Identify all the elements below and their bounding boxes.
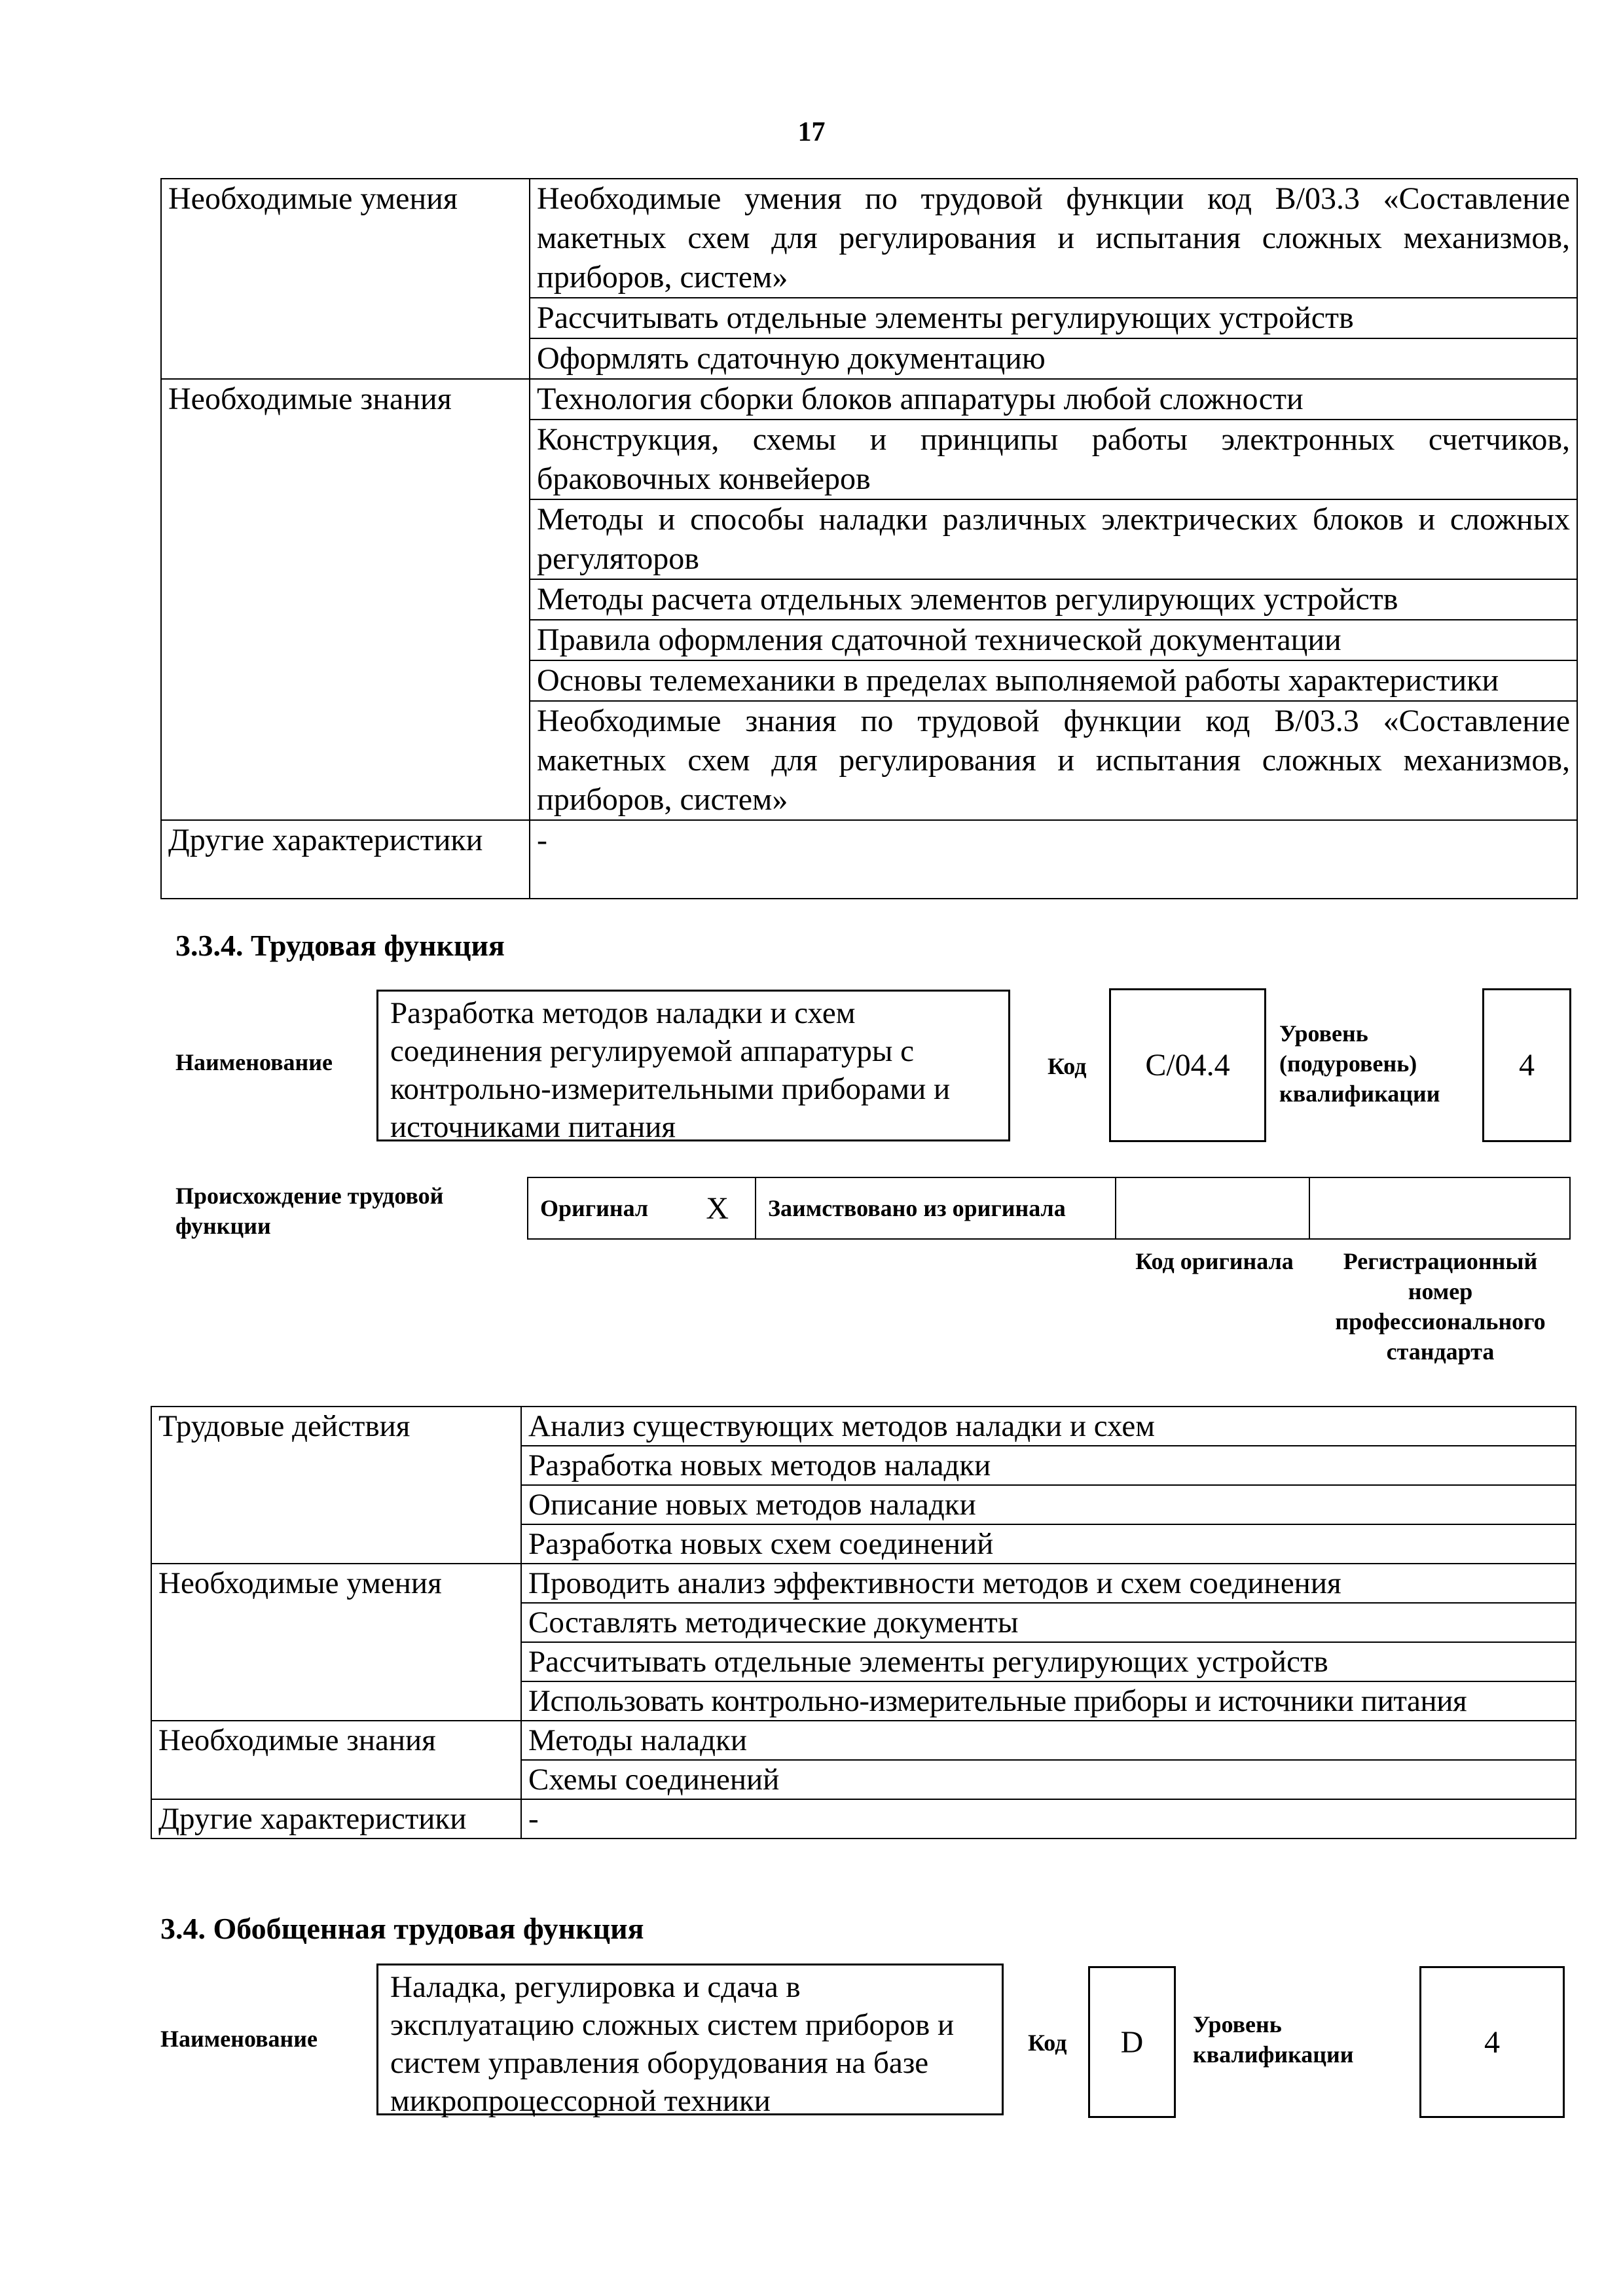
table-row (161, 179, 1577, 298)
row-label: Необходимые умения (151, 1564, 521, 1721)
row-label: Трудовые действия (151, 1407, 521, 1564)
table-row (151, 1721, 1576, 1760)
table-cell: Описание новых методов наладки (521, 1485, 1576, 1524)
origin-row (527, 1177, 1571, 1240)
original-mark: X (706, 1191, 729, 1226)
row-label: Другие характеристики (151, 1799, 521, 1839)
level-label: Уровень квалификации (1193, 2011, 1354, 2068)
table-cell: Правила оформления сдаточной технической документации (530, 620, 1577, 660)
table-cell: Методы расчета отдельных элементов регулирующих устройств (530, 579, 1577, 620)
table-row (151, 1407, 1576, 1446)
origin-label: Происхождение трудовой функции (175, 1183, 444, 1239)
section-heading: 3.4. Обобщенная трудовая функция (160, 1912, 644, 1945)
table-cell: Необходимые знания по трудовой функции код В/03.3 «Составление макетных схем для регулирования и испытания сложных механизмов, приборов, систем» (530, 701, 1577, 820)
table-cell: Схемы соединений (521, 1760, 1576, 1799)
table-cell: Составлять методические документы (521, 1603, 1576, 1642)
name-label: Наименование (175, 1049, 333, 1075)
table-cell: Методы и способы наладки различных электрических блоков и сложных регуляторов (530, 499, 1577, 579)
code-box: С/04.4 (1109, 988, 1266, 1142)
table-cell: Оформлять сдаточную документацию (530, 338, 1577, 379)
table-cell: Рассчитывать отдельные элементы регулирующих устройств (521, 1642, 1576, 1681)
table-cell: Методы наладки (521, 1721, 1576, 1760)
reg-number-caption: Регистрационный номер профессионального стандарта (1335, 1248, 1546, 1365)
code-box: D (1088, 1966, 1176, 2118)
table-row (151, 1564, 1576, 1603)
table-cell: Проводить анализ эффективности методов и схем соединения (521, 1564, 1576, 1603)
level-box: 4 (1419, 1966, 1565, 2118)
row-label: Другие характеристики (161, 820, 530, 899)
table-cell: Использовать контрольно-измерительные приборы и источники питания (521, 1681, 1576, 1721)
table-row (161, 820, 1577, 899)
table-cell: Необходимые умения по трудовой функции код В/03.3 «Составление макетных схем для регулирования и испытания сложных механизмов, приборов, систем» (530, 179, 1577, 298)
row-label: Необходимые знания (151, 1721, 521, 1799)
table-cell: Технология сборки блоков аппаратуры любой сложности (530, 379, 1577, 420)
orig-code-cell (1116, 1178, 1310, 1238)
function-name-box: Наладка, регулировка и сдача в эксплуатацию сложных систем приборов и систем управления оборудования на базе микропроцессорной техники (376, 1964, 1004, 2115)
table-cell: Разработка новых методов наладки (521, 1446, 1576, 1485)
reg-number-cell (1310, 1178, 1569, 1238)
table-cell: - (521, 1799, 1576, 1839)
table-cell: Рассчитывать отдельные элементы регулирующих устройств (530, 298, 1577, 338)
table-function-334 (151, 1406, 1577, 1839)
table-cell: - (530, 820, 1577, 899)
section-heading: 3.3.4. Трудовая функция (175, 929, 505, 962)
table-continuation (160, 178, 1578, 899)
original-label: Оригинал (540, 1195, 649, 1221)
table-cell: Анализ существующих методов наладки и схем (521, 1407, 1576, 1446)
name-label: Наименование (160, 2026, 318, 2052)
table-cell: Конструкция, схемы и принципы работы электронных счетчиков, браковочных конвейеров (530, 420, 1577, 499)
table-cell: Основы телемеханики в пределах выполняемой работы характеристики (530, 660, 1577, 701)
table-row (151, 1799, 1576, 1839)
page-number: 17 (797, 117, 826, 147)
level-box: 4 (1482, 988, 1571, 1142)
original-cell (528, 1178, 756, 1238)
level-label: Уровень (подуровень) квалификации (1279, 1020, 1440, 1107)
code-label: Код (1028, 2030, 1067, 2056)
borrowed-cell (756, 1178, 1116, 1238)
borrowed-label: Заимствовано из оригинала (768, 1195, 1066, 1221)
row-label: Необходимые знания (161, 379, 530, 820)
table-row (161, 379, 1577, 420)
row-label: Необходимые умения (161, 179, 530, 379)
function-name-box: Разработка методов наладки и схем соединения регулируемой аппаратуры с контрольно-измерительными приборами и источниками питания (376, 990, 1010, 1141)
code-label: Код (1048, 1053, 1087, 1079)
table-cell: Разработка новых схем соединений (521, 1524, 1576, 1564)
orig-code-caption: Код оригинала (1135, 1248, 1294, 1274)
